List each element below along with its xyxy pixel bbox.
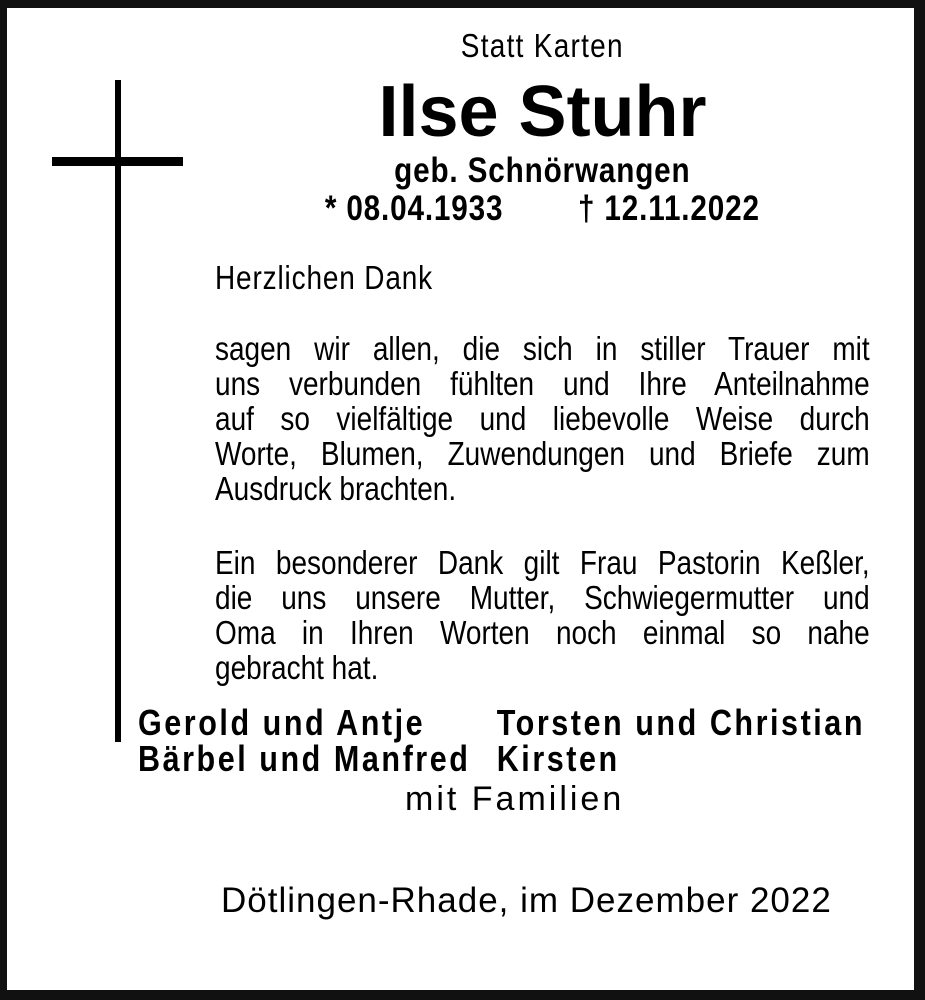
notice-paper [7,8,914,990]
pre-title: Statt Karten [460,27,624,64]
paragraph-line: auf so vielfältige und liebevolle Weise durch [215,400,870,437]
mourner-names: Bärbel und Manfred [138,738,471,779]
deceased-name: Ilse Stuhr [378,72,707,152]
paragraph-line: uns verbunden fühlten und Ihre Anteilnahme [215,365,870,402]
paragraph-line: sagen wir allen, die sich in stiller Trauer mit [215,330,870,367]
mourner-names: Gerold und Antje [138,702,426,743]
cross-horizontal-bar [52,157,183,166]
mourners-list [138,702,901,785]
family-suffix: mit Familien [405,780,625,818]
thanks-paragraph [215,331,870,506]
place-and-date: Dötlingen-Rhade, im Dezember 2022 [221,881,832,920]
death-date: † 12.11.2022 [577,189,760,228]
salutation: Herzlichen Dank [215,259,434,296]
paragraph-line: gebracht hat. [215,649,379,686]
mourner-names: Kirsten [496,738,620,779]
paragraph-line: Ein besonderer Dank gilt Frau Pastorin Keßler, [215,544,870,581]
mourners-column-right [496,702,866,779]
birth-date: * 08.04.1933 [324,189,504,228]
paragraph-line: Oma in Ihren Worten noch einmal so nahe [215,614,870,651]
paragraph-line: Ausdruck brachten. [215,470,457,507]
mourners-column-left [138,702,471,779]
paragraph-line: die uns unsere Mutter, Schwiegermutter und [215,579,870,616]
paragraph-line: Worte, Blumen, Zuwendungen und Briefe zum [215,435,870,472]
cross-vertical-bar [115,80,121,742]
maiden-name: geb. Schnörwangen [394,151,691,190]
mourner-names: Torsten und Christian [496,702,866,743]
life-dates [215,191,870,227]
special-thanks-paragraph [215,545,870,685]
